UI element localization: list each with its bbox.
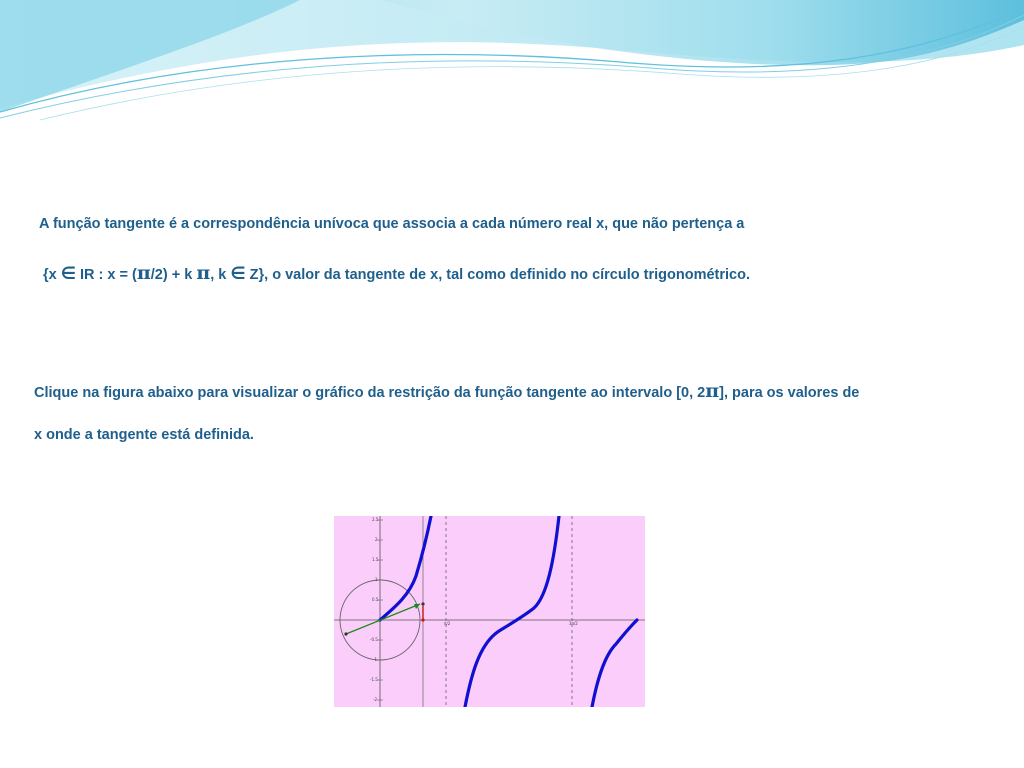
wave-left-mass xyxy=(0,0,300,112)
domain-text-a: {x xyxy=(43,267,61,283)
pi-symbol: π xyxy=(136,262,151,284)
svg-text:-2: -2 xyxy=(373,697,377,702)
tangent-curve-branch xyxy=(592,620,637,707)
svg-text:1.5: 1.5 xyxy=(372,557,379,562)
svg-text:1: 1 xyxy=(375,577,378,582)
paragraph-definition xyxy=(39,216,744,232)
radius-vector xyxy=(346,604,420,634)
svg-text:π/2: π/2 xyxy=(444,621,451,626)
svg-text:2.5: 2.5 xyxy=(372,517,379,522)
instruction-text-a: Clique na figura abaixo para visualizar o gráfico da restrição da função tangente ao intervalo [0, 2 xyxy=(34,385,706,401)
domain-text-c: /2) + k xyxy=(150,267,197,283)
domain-text-e: Z}, o valor da tangente de x, tal como definido no círculo trigonométrico. xyxy=(245,267,750,283)
point-marker xyxy=(421,602,424,605)
svg-text:-1: -1 xyxy=(373,657,377,662)
pi-symbol: π xyxy=(705,380,720,402)
instruction-text-b: ], para os valores de xyxy=(719,385,860,401)
element-of-symbol: ∈ xyxy=(60,264,76,283)
svg-text:3π/2: 3π/2 xyxy=(569,621,578,626)
svg-text:-0.5: -0.5 xyxy=(370,637,378,642)
svg-text:2: 2 xyxy=(375,537,378,542)
domain-text-d: , k xyxy=(210,267,231,283)
paragraph-domain xyxy=(43,262,750,284)
paragraph-instruction-cont xyxy=(34,427,254,443)
pi-symbol: π xyxy=(196,262,211,284)
tangent-graph-figure[interactable] xyxy=(334,516,645,707)
paragraph-instruction xyxy=(34,380,859,402)
point-marker xyxy=(421,618,424,621)
domain-text-b: IR : x = ( xyxy=(76,267,137,283)
tangent-curve-branch xyxy=(465,516,559,707)
header-wave-decoration xyxy=(0,0,1024,130)
tangent-graph-image[interactable] xyxy=(334,516,645,707)
definition-text: A função tangente é a correspondência unívoca que associa a cada número real x, que não pertença a xyxy=(39,216,745,232)
svg-text:-1.5: -1.5 xyxy=(370,677,378,682)
svg-text:0.5: 0.5 xyxy=(372,597,379,602)
point-marker xyxy=(344,632,347,635)
instruction-text-c: x onde a tangente está definida. xyxy=(34,427,254,443)
element-of-symbol: ∈ xyxy=(230,264,246,283)
